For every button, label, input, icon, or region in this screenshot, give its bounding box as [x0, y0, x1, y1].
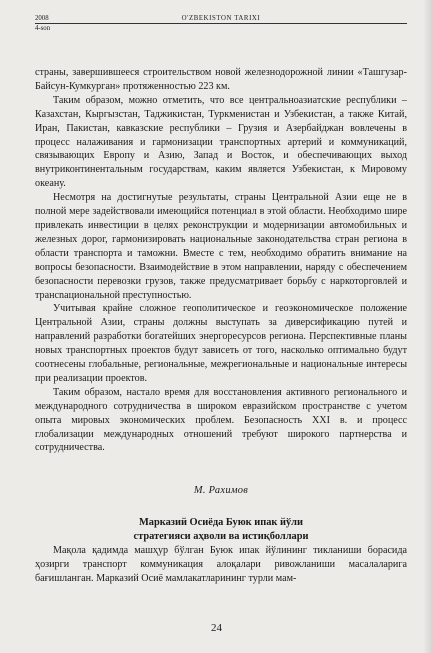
paragraph: Учитывая крайне сложное геополитическое и геоэкономическое положение Центральной Азии, страны должны выступать за диверсификацию путей и направлений разработки богатейших энергоресурсов региона. Перспективные планы новых транспортных проектов будут зависеть от того, насколько оптимально будут соотнесены глобальные, региональные, межрегиональные и национальные интересы при реализации проектов.: [35, 303, 407, 384]
page-number: 24: [211, 622, 222, 634]
article-intro-paragraph: Мақола қадимда машҳур бўлган Буюк ипак йўлининг тикланиши борасида ҳозирги транспорт коммуникация алоқалари ривожланиши масалаларига бағишланган. Марказий Осиё мамлакатларининг турли мам-: [35, 545, 407, 585]
article-title: [35, 516, 407, 544]
running-header: [35, 15, 407, 41]
paragraph-continued: страны, завершившееся строительством новой железнодорожной линии «Ташгузар-Байсун-Кумкурган» протяженностью 223 км.: [35, 67, 407, 92]
scan-shadow: [423, 0, 433, 653]
paragraph: Таким образом, настало время для восстановления активного регионального и международного сотрудничества в широком евразийском пространстве с учетом опыта мировых экономических проблем. Безопасность XXI в. и процесс глобализации международных отношений требуют широкого партнерства и сотрудничества.: [35, 386, 407, 454]
paragraph: Таким образом, можно отметить, что все центральноазиатские республики – Казахстан, Кыргызстан, Таджикистан, Туркменистан и Узбекистан, а также Китай, Иран, Пакистан, кавказские республики – Грузия и Азербайджан вовлечены в процесс налаживания и гармонизации транспортных артерий и коммуникаций, связывающих Европу и Азию, Запад и Восток, и обеспечивающих выход внутриконтинентальным государствам, каким является Узбекистан, к Мировому океану.: [35, 94, 407, 190]
header-journal-title: O'ZBEKISTON TARIXI: [181, 15, 261, 22]
article-title-line-2: стратегияси аҳволи ва истиқболлари: [133, 531, 309, 543]
header-year: 2008: [35, 15, 49, 22]
article-author: М. Рахимов: [193, 485, 249, 497]
article-title-line-1: Марказий Осиёда Буюк ипак йўли: [139, 517, 303, 529]
page-body: [35, 66, 407, 586]
header-issue: 4-son: [35, 25, 51, 32]
header-rule: [35, 23, 407, 24]
paragraph: Несмотря на достигнутые результаты, страны Центральной Азии еще не в полной мере задействовали имеющийся потенциал в этой области. Необходимо шире привлекать инвестиции в целях реконструкции и модернизации автомобильных и железных дорог, гармонизировать национальные законодательства стран региона в области транспорта и таможни. Вместе с тем, необходимо обратить внимание на вопросы безопасности. Взаимодействие в этом направлении, наряду с обеспечением безопасности перевозки грузов, также предусматривает борьбу с наркоторговлей и трансnациональной преступностью.: [35, 192, 407, 301]
